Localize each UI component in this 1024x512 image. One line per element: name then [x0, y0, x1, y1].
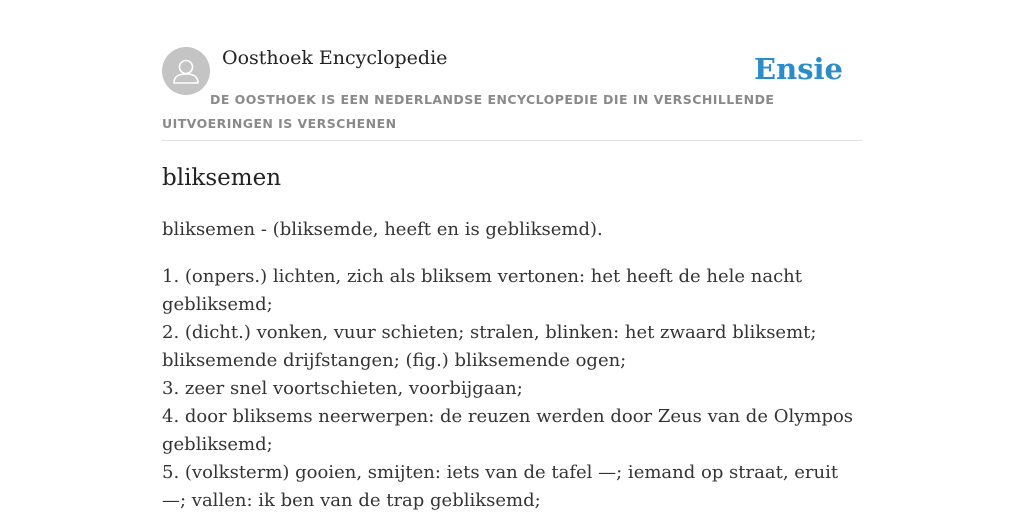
definition-item: 5. (volksterm) gooien, smijten: iets van de tafel —; iemand op straat, eruit —; vallen: ik ben van de trap gebliksemd;	[162, 462, 839, 511]
content-container	[162, 0, 862, 511]
definition-item: 1. (onpers.) lichten, zich als bliksem vertonen: het heeft de hele nacht gebliksemd;	[162, 266, 802, 315]
site-name[interactable]: Oosthoek Encyclopedie	[222, 47, 448, 69]
definition-item: 3. zeer snel voortschieten, voorbijgaan;	[162, 378, 523, 399]
definition-item: 4. door bliksems neerwerpen: de reuzen werden door Zeus van de Olympos gebliksemd;	[162, 406, 854, 455]
definition-item: 2. (dicht.) vonken, vuur schieten; stralen, blinken: het zwaard bliksemt; bliksemende drijfstangen; (fig.) bliksemende ogen;	[162, 322, 817, 371]
definition-list	[162, 263, 862, 512]
site-description: DE OOSTHOEK IS EEN NEDERLANDSE ENCYCLOPEDIE DIE IN VERSCHILLENDE UITVOERINGEN IS VERSCHENEN	[162, 92, 775, 131]
entry-title: bliksemen	[162, 165, 282, 191]
entry-headword-line: bliksemen - (bliksemde, heeft en is gebliksemd).	[162, 219, 603, 240]
site-header	[162, 0, 862, 141]
brand-logo[interactable]: Ensie	[754, 52, 843, 86]
